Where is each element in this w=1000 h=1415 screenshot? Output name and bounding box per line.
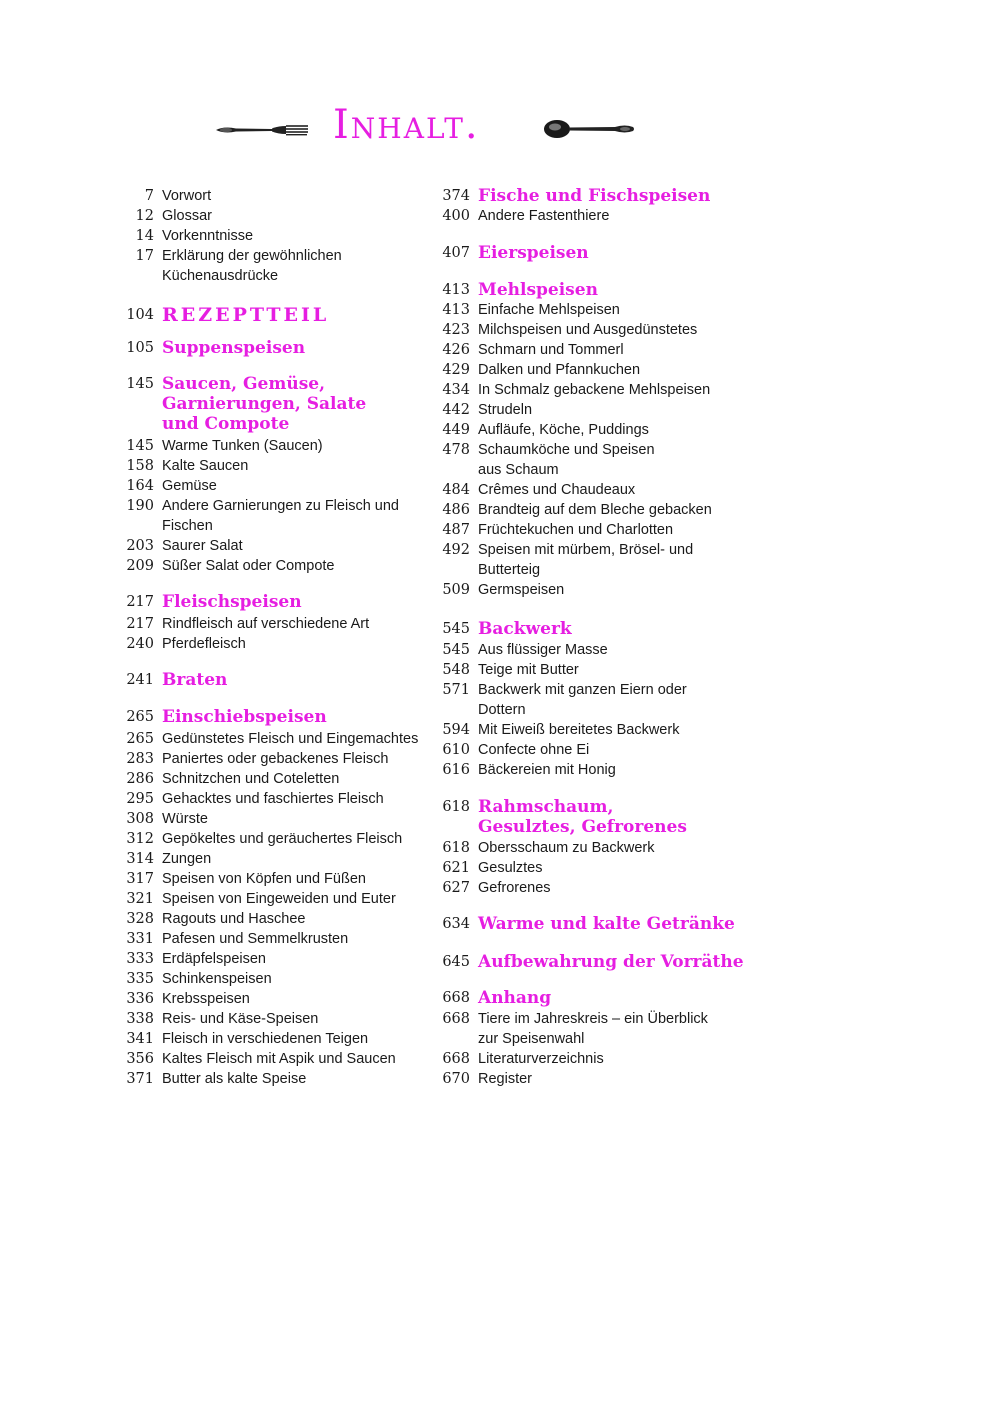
toc-page-number: 104 [126, 307, 154, 323]
toc-page-number: 407 [442, 245, 470, 261]
toc-entry-title: Milchspeisen und Ausgedünstetes [478, 322, 698, 338]
toc-entry-title: Warme Tunken (Saucen) [162, 438, 323, 454]
toc-entry-title: Gemüse [162, 478, 217, 494]
toc-page-number: 164 [126, 478, 154, 494]
toc-entry-title: Fleischspeisen [162, 592, 302, 612]
toc-entry-title: Strudeln [478, 402, 533, 418]
toc-entry-title: Krebsspeisen [162, 991, 250, 1007]
toc-page-number: 618 [442, 840, 470, 856]
spoon-icon [543, 116, 635, 142]
toc-entry-title: Braten [162, 670, 228, 690]
toc-page-number: 571 [442, 682, 470, 698]
toc-page-number: 621 [442, 860, 470, 876]
toc-entry-title: Erdäpfelspeisen [162, 951, 266, 967]
toc-entry-title: Andere Fastenthiere [478, 208, 610, 224]
toc-entry-title: Ragouts und Haschee [162, 911, 306, 927]
toc-page-number: 283 [126, 751, 154, 767]
toc-entry-title: Teige mit Butter [478, 662, 579, 678]
toc-page-number: 645 [442, 954, 470, 970]
toc-entry-title: Vorwort [162, 188, 212, 204]
toc-entry-title: Mehlspeisen [478, 280, 598, 300]
toc-page-number: 317 [126, 871, 154, 887]
toc-page-number: 145 [126, 376, 154, 392]
toc-entry-title: Backwerk mit ganzen Eiern oder [478, 682, 687, 698]
toc-entry-title: Fleisch in verschiedenen Teigen [162, 1031, 369, 1047]
toc-entry-title: Saucen, Gemüse, [162, 374, 326, 394]
toc-entry-title: Gefrorenes [478, 880, 551, 896]
toc-page-number: 487 [442, 522, 470, 538]
toc-page-number: 627 [442, 880, 470, 896]
toc-entry-title: Bäckereien mit Honig [478, 762, 616, 778]
toc-entry-title: Aufläufe, Köche, Puddings [478, 422, 649, 438]
toc-page-number: 616 [442, 762, 470, 778]
toc-entry-title: Schnitzchen und Coteletten [162, 771, 340, 787]
toc-entry-title: Speisen von Köpfen und Füßen [162, 871, 366, 887]
toc-entry-title: Obersschaum zu Backwerk [478, 840, 655, 856]
page-header [0, 92, 1000, 162]
toc-page-number: 338 [126, 1011, 154, 1027]
toc-entry-title: Süßer Salat oder Compote [162, 558, 335, 574]
toc-page-number: 610 [442, 742, 470, 758]
toc-page-number: 333 [126, 951, 154, 967]
toc-page-number: 618 [442, 799, 470, 815]
toc-entry-title: Butter als kalte Speise [162, 1071, 307, 1087]
toc-entry-title: Rahmschaum, [478, 797, 614, 817]
toc-page-number: 336 [126, 991, 154, 1007]
toc-page-number: 492 [442, 542, 470, 558]
toc-entry-title: Tiere im Jahreskreis – ein Überblick [478, 1011, 708, 1027]
toc-page-number: 295 [126, 791, 154, 807]
toc-page-number: 241 [126, 672, 154, 688]
toc-entry-title: Confecte ohne Ei [478, 742, 590, 758]
toc-page-number: 14 [135, 228, 154, 244]
toc-page-number: 356 [126, 1051, 154, 1067]
toc-entry-title: Rindfleisch auf verschiedene Art [162, 616, 370, 632]
toc-page-number: 634 [442, 916, 470, 932]
toc-page-number: 413 [442, 302, 470, 318]
toc-entry-title: Pferdefleisch [162, 636, 246, 652]
toc-page-number: 321 [126, 891, 154, 907]
toc-entry-title: aus Schaum [478, 462, 559, 478]
toc-page-number: 203 [126, 538, 154, 554]
toc-entry-title: Kaltes Fleisch mit Aspik und Saucen [162, 1051, 396, 1067]
toc-page-number: 209 [126, 558, 154, 574]
toc-entry-title: Crêmes und Chaudeaux [478, 482, 636, 498]
toc-page-number: 442 [442, 402, 470, 418]
toc-page-number: 545 [442, 621, 470, 637]
toc-entry-title: Mit Eiweiß bereitetes Backwerk [478, 722, 680, 738]
toc-page-number: 668 [442, 1011, 470, 1027]
toc-entry-title: Erklärung der gewöhnlichen [162, 248, 342, 264]
toc-page-number: 668 [442, 1051, 470, 1067]
toc-page-number: 265 [126, 709, 154, 725]
toc-page-number: 217 [126, 594, 154, 610]
toc-page-number: 449 [442, 422, 470, 438]
toc-page-number: 105 [126, 340, 154, 356]
toc-entry-title: Garnierungen, Salate [162, 394, 367, 414]
toc-page-number: 548 [442, 662, 470, 678]
toc-page-number: 158 [126, 458, 154, 474]
toc-page-number: 426 [442, 342, 470, 358]
toc-entry-title: Register [478, 1071, 532, 1087]
toc-entry-title: Speisen von Eingeweiden und Euter [162, 891, 396, 907]
toc-entry-title: Gedünstetes Fleisch und Eingemachtes [162, 731, 419, 747]
toc-entry-title: Dalken und Pfannkuchen [478, 362, 641, 378]
toc-entry-title: Butterteig [478, 562, 541, 578]
toc-entry-title: zur Speisenwahl [478, 1031, 585, 1047]
toc-entry-title: Eierspeisen [478, 243, 589, 263]
toc-entry-title: Paniertes oder gebackenes Fleisch [162, 751, 389, 767]
toc-page-number: 190 [126, 498, 154, 514]
toc-page-number: 7 [144, 188, 154, 204]
toc-entry-title: REZEPTTEIL [162, 304, 330, 326]
toc-entry-title: Backwerk [478, 619, 572, 639]
toc-page-number: 509 [442, 582, 470, 598]
toc-page-number: 371 [126, 1071, 154, 1087]
toc-page-number: 434 [442, 382, 470, 398]
toc-page-number: 12 [135, 208, 154, 224]
toc-entry-title: Schmarn und Tommerl [478, 342, 624, 358]
toc-entry-title: Warme und kalte Getränke [478, 914, 735, 934]
toc-page-number: 17 [135, 248, 154, 264]
toc-entry-title: Gesulztes [478, 860, 543, 876]
toc-page-number: 484 [442, 482, 470, 498]
toc-entry-title: Reis- und Käse-Speisen [162, 1011, 319, 1027]
toc-page-number: 331 [126, 931, 154, 947]
toc-page-number: 413 [442, 282, 470, 298]
toc-entry-title: Würste [162, 811, 208, 827]
toc-page-number: 341 [126, 1031, 154, 1047]
toc-entry-title: Dottern [478, 702, 526, 718]
toc-page-number: 145 [126, 438, 154, 454]
toc-page-number: 545 [442, 642, 470, 658]
toc-page-number: 374 [442, 188, 470, 204]
toc-entry-title: Kalte Saucen [162, 458, 249, 474]
toc-entry-title: Germspeisen [478, 582, 565, 598]
toc-page-number: 594 [442, 722, 470, 738]
toc-page-number: 286 [126, 771, 154, 787]
toc-page-number: 312 [126, 831, 154, 847]
toc-entry-title: und Compote [162, 414, 290, 434]
toc-entry-title: Glossar [162, 208, 212, 224]
toc-entry-title: Suppenspeisen [162, 338, 306, 358]
toc-page-number: 429 [442, 362, 470, 378]
toc-page-number: 670 [442, 1071, 470, 1087]
toc-page-number: 486 [442, 502, 470, 518]
toc-entry-title: Saurer Salat [162, 538, 243, 554]
toc-entry-title: In Schmalz gebackene Mehlspeisen [478, 382, 711, 398]
toc-page-number: 335 [126, 971, 154, 987]
toc-entry-title: Fische und Fischspeisen [478, 186, 711, 206]
toc-page-number: 400 [442, 208, 470, 224]
toc-entry-title: Gesulztes, Gefrorenes [478, 817, 687, 837]
toc-entry-title: Vorkenntnisse [162, 228, 254, 244]
toc-page-number: 308 [126, 811, 154, 827]
toc-page-number: 240 [126, 636, 154, 652]
toc-entry-title: Literaturverzeichnis [478, 1051, 604, 1067]
toc-entry-title: Fischen [162, 518, 213, 534]
toc-entry-title: Speisen mit mürbem, Brösel- und [478, 542, 694, 558]
toc-page-number: 265 [126, 731, 154, 747]
toc-page-number: 217 [126, 616, 154, 632]
toc-page-number: 478 [442, 442, 470, 458]
toc-entry-title: Gepökeltes und geräuchertes Fleisch [162, 831, 403, 847]
toc-entry-title: Schinkenspeisen [162, 971, 272, 987]
toc-entry-title: Früchtekuchen und Charlotten [478, 522, 674, 538]
toc-entry-title: Andere Garnierungen zu Fleisch und [162, 498, 399, 514]
toc-entry-title: Einschiebspeisen [162, 707, 327, 727]
toc-page-number: 314 [126, 851, 154, 867]
toc-page-number: 423 [442, 322, 470, 338]
toc-page-number: 668 [442, 990, 470, 1006]
toc-entry-title: Einfache Mehlspeisen [478, 302, 620, 318]
toc-entry-title: Gehacktes und faschiertes Fleisch [162, 791, 384, 807]
toc-page-number: 328 [126, 911, 154, 927]
toc-entry-title: Aus flüssiger Masse [478, 642, 608, 658]
toc-entry-title: Küchenausdrücke [162, 268, 279, 284]
fork-icon [214, 120, 310, 140]
toc-entry-title: Anhang [478, 988, 552, 1008]
page-title: Inhalt. [333, 102, 480, 148]
toc-entry-title: Zungen [162, 851, 212, 867]
toc-entry-title: Aufbewahrung der Vorräthe [478, 952, 744, 972]
toc-entry-title: Schaumköche und Speisen [478, 442, 655, 458]
toc-entry-title: Brandteig auf dem Bleche gebacken [478, 502, 712, 518]
toc-entry-title: Pafesen und Semmelkrusten [162, 931, 349, 947]
